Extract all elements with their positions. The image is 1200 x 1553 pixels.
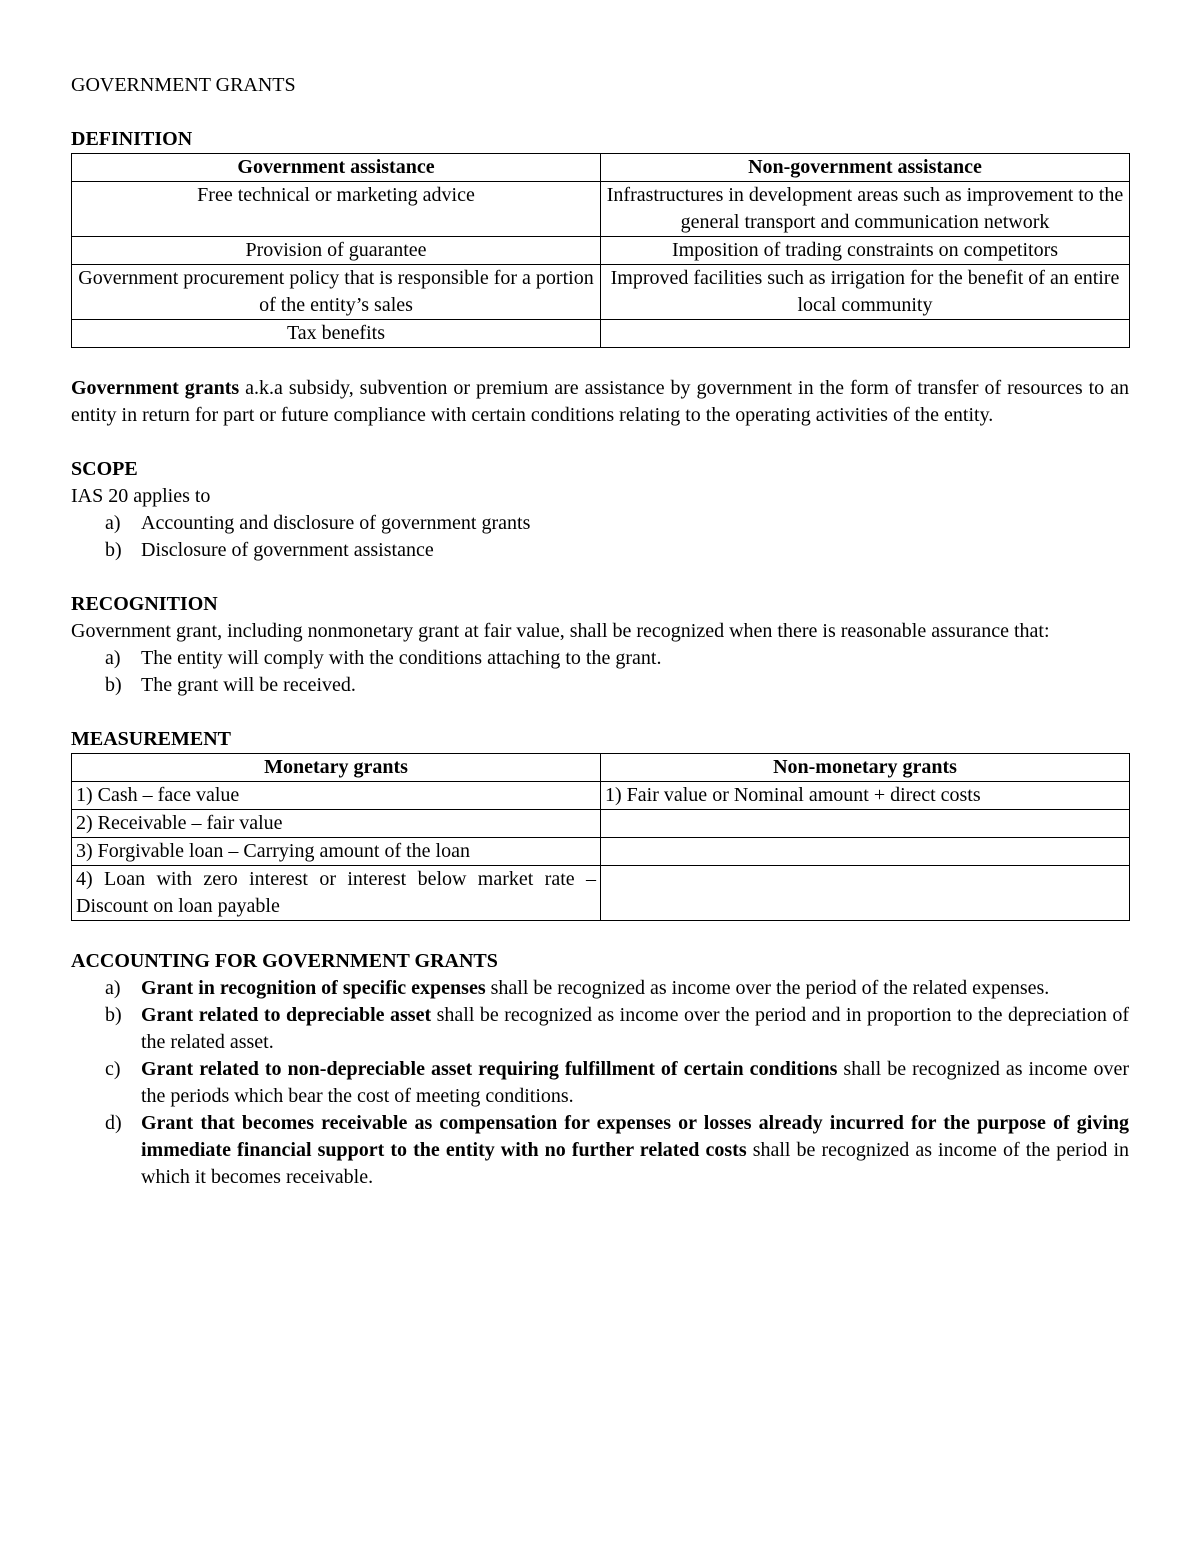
scope-list xyxy=(71,510,1129,564)
list-text: Disclosure of government assistance xyxy=(141,539,434,561)
table-cell: 1) Fair value or Nominal amount + direct costs xyxy=(601,782,1130,810)
recognition-list xyxy=(71,645,1129,699)
measurement-table xyxy=(71,753,1130,921)
table-cell xyxy=(601,810,1130,838)
list-marker: b) xyxy=(105,539,122,561)
list-item xyxy=(71,537,1129,564)
table-cell: 1) Cash – face value xyxy=(72,782,601,810)
table-cell: Imposition of trading constraints on competitors xyxy=(601,237,1130,265)
table-cell: Provision of guarantee xyxy=(72,237,601,265)
list-term: Grant related to non-depreciable asset requiring fulfillment of certain conditions xyxy=(141,1058,838,1080)
table-row xyxy=(72,320,1130,348)
list-item xyxy=(71,1056,1129,1110)
list-text: shall be recognized as income of the period in which it becomes receivable. xyxy=(141,1139,1130,1188)
recognition-heading: RECOGNITION xyxy=(71,593,218,615)
table-row xyxy=(72,782,1130,810)
definition-paragraph xyxy=(71,375,1129,429)
list-marker: b) xyxy=(105,674,122,696)
scope-intro: IAS 20 applies to xyxy=(71,485,211,507)
list-marker: a) xyxy=(105,512,121,534)
list-item xyxy=(71,645,1129,672)
list-item xyxy=(71,672,1129,699)
column-header: Government assistance xyxy=(72,154,601,182)
table-header-row xyxy=(72,754,1130,782)
table-cell: Tax benefits xyxy=(72,320,601,348)
list-item xyxy=(71,1110,1129,1191)
list-term: Grant that becomes receivable as compensation for expenses or losses already incurred for the purpose of giving immediate financial support to the entity with no further related costs xyxy=(141,1112,1129,1161)
document-content xyxy=(71,72,1129,1191)
table-row xyxy=(72,265,1130,320)
list-term: Grant in recognition of specific expenses xyxy=(141,977,486,999)
list-marker: b) xyxy=(105,1004,122,1026)
table-row xyxy=(72,182,1130,237)
table-cell: 2) Receivable – fair value xyxy=(72,810,601,838)
table-row xyxy=(72,866,1130,921)
list-text: The entity will comply with the conditions attaching to the grant. xyxy=(141,647,662,669)
accounting-list xyxy=(71,975,1129,1191)
list-marker: d) xyxy=(105,1112,122,1134)
list-marker: a) xyxy=(105,647,121,669)
table-row xyxy=(72,237,1130,265)
column-header: Non-monetary grants xyxy=(601,754,1130,782)
scope-heading: SCOPE xyxy=(71,458,138,480)
table-header-row xyxy=(72,154,1130,182)
measurement-heading: MEASUREMENT xyxy=(71,728,232,750)
list-marker: c) xyxy=(105,1058,121,1080)
table-cell xyxy=(601,866,1130,921)
document-title: GOVERNMENT GRANTS xyxy=(71,74,296,96)
table-cell: Improved facilities such as irrigation for the benefit of an entire local community xyxy=(601,265,1130,320)
column-header: Monetary grants xyxy=(72,754,601,782)
list-text: shall be recognized as income over the periods which bear the cost of meeting conditions. xyxy=(141,1058,1129,1107)
definition-term: Government grants xyxy=(71,377,240,399)
table-cell xyxy=(601,320,1130,348)
table-cell xyxy=(601,838,1130,866)
recognition-intro: Government grant, including nonmonetary grant at fair value, shall be recognized when there is reasonable assurance that: xyxy=(71,620,1050,642)
table-row xyxy=(72,838,1130,866)
table-cell: Infrastructures in development areas such as improvement to the general transport and communication network xyxy=(601,182,1130,237)
column-header: Non-government assistance xyxy=(601,154,1130,182)
list-text: The grant will be received. xyxy=(141,674,356,696)
list-item xyxy=(71,975,1129,1002)
definition-table xyxy=(71,153,1130,348)
table-row xyxy=(72,810,1130,838)
table-cell: 3) Forgivable loan – Carrying amount of the loan xyxy=(72,838,601,866)
table-cell: 4) Loan with zero interest or interest below market rate – Discount on loan payable xyxy=(72,866,601,921)
table-cell: Free technical or marketing advice xyxy=(72,182,601,237)
list-text: shall be recognized as income over the period and in proportion to the depreciation of the related asset. xyxy=(141,1004,1129,1053)
list-item xyxy=(71,510,1129,537)
definition-text: a.k.a subsidy, subvention or premium are assistance by government in the form of transfer of resources to an entity in return for part or future compliance with certain conditions relating to the operating activities of the entity. xyxy=(71,377,1129,426)
list-marker: a) xyxy=(105,977,121,999)
definition-heading: DEFINITION xyxy=(71,128,193,150)
list-item xyxy=(71,1002,1129,1056)
list-text: Accounting and disclosure of government grants xyxy=(141,512,531,534)
list-term: Grant related to depreciable asset xyxy=(141,1004,432,1026)
table-cell: Government procurement policy that is responsible for a portion of the entity’s sales xyxy=(72,265,601,320)
accounting-heading: ACCOUNTING FOR GOVERNMENT GRANTS xyxy=(71,950,498,972)
list-text: shall be recognized as income over the period of the related expenses. xyxy=(485,977,1050,999)
